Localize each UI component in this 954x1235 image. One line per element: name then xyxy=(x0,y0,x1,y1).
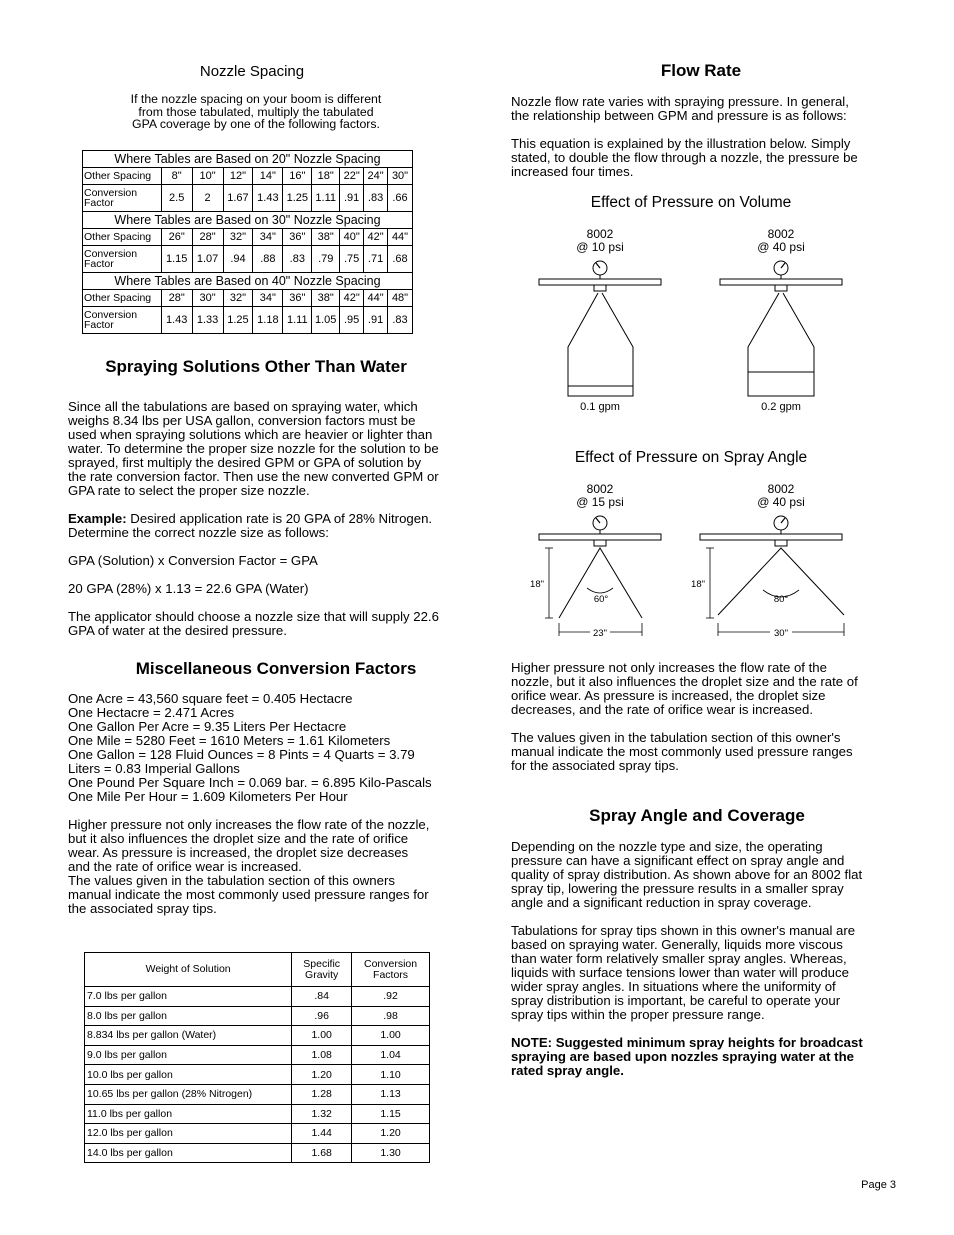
factor-cell: .98 xyxy=(352,1006,430,1026)
factor-cell: .88 xyxy=(253,246,283,273)
spray-pattern xyxy=(559,548,642,618)
page-number: Page 3 xyxy=(861,1179,896,1191)
angle-figure-title: Effect of Pressure on Spray Angle xyxy=(574,449,808,466)
factor-cell: .95 xyxy=(340,307,364,334)
factor-cell: 1.20 xyxy=(352,1124,430,1144)
pressure-volume-diagram xyxy=(520,222,870,422)
gravity-cell: 1.68 xyxy=(292,1143,352,1163)
spacing-cell: 34" xyxy=(253,290,283,307)
spacing-cell: 32" xyxy=(223,290,253,307)
pressure-paragraph: Higher pressure not only increases the flow rate of the nozzle, but it also influences the droplet size and the rate of orifice wear. As pressure is increased, the droplet size decreases, and the rate of orifice wear is increased. xyxy=(511,660,858,717)
table-row xyxy=(85,1104,430,1124)
spacing-cell: 38" xyxy=(312,229,340,246)
tabulations-paragraph: Tabulations for spray tips shown in this owner's manual are based on spraying water. Generally, liquids more viscous than water form relatively smaller spray angles. Whereas, liquids with surface tensions lower than water will produce wider spray angles. In situations where the uniformity of spray distribution is important, be careful to operate your spray tips within the proper pressure range. xyxy=(511,923,856,1022)
row-label-other-spacing: Other Spacing xyxy=(83,229,162,246)
spacing-cell: 28" xyxy=(192,229,223,246)
table-group-header: Where Tables are Based on 30" Nozzle Spacing xyxy=(83,212,413,229)
spacing-cell: 16" xyxy=(283,168,312,185)
factor-cell: 1.33 xyxy=(192,307,223,334)
gravity-cell: .84 xyxy=(292,987,352,1007)
factor-cell: .68 xyxy=(388,246,413,273)
note-paragraph: NOTE: Suggested minimum spray heights for broadcast spraying are based upon nozzles spraying water at the rated spray angle. xyxy=(511,1035,863,1078)
spacing-cell: 32" xyxy=(223,229,253,246)
right-height-label: 18" xyxy=(691,579,705,590)
table-row xyxy=(85,1045,430,1065)
factor-cell: 1.43 xyxy=(161,307,192,334)
weight-cell: 14.0 lbs per gallon xyxy=(85,1143,292,1163)
factor-cell: .91 xyxy=(364,307,388,334)
right-tip-label: 8002 xyxy=(767,482,795,496)
weight-cell: 12.0 lbs per gallon xyxy=(85,1124,292,1144)
table-group-header: Where Tables are Based on 20" Nozzle Spacing xyxy=(83,151,413,168)
example-label: Example: xyxy=(68,511,127,526)
left-flow-label: 0.1 gpm xyxy=(580,401,620,413)
factor-cell: 1.13 xyxy=(352,1084,430,1104)
weight-cell: 8.834 lbs per gallon (Water) xyxy=(85,1026,292,1046)
gravity-cell: 1.20 xyxy=(292,1065,352,1085)
col-header-gravity: Specific Gravity xyxy=(292,953,352,987)
factor-cell: 1.05 xyxy=(312,307,340,334)
factor-cell: 1.25 xyxy=(283,185,312,212)
nozzle-icon xyxy=(775,285,787,291)
factor-cell: 1.18 xyxy=(253,307,283,334)
table-row xyxy=(85,1124,430,1144)
boom-bar xyxy=(539,279,661,285)
pressure-angle-diagram xyxy=(520,478,870,643)
row-label-conversion-factor: Conversion Factor xyxy=(83,307,162,334)
spacing-cell: 8" xyxy=(161,168,192,185)
table-row xyxy=(85,987,430,1007)
weight-cell: 10.0 lbs per gallon xyxy=(85,1065,292,1085)
gravity-cell: 1.00 xyxy=(292,1026,352,1046)
spacing-cell: 28" xyxy=(161,290,192,307)
table-row xyxy=(85,1065,430,1085)
spacing-cell: 14" xyxy=(253,168,283,185)
factor-cell: 1.67 xyxy=(223,185,253,212)
formula: GPA (Solution) x Conversion Factor = GPA xyxy=(68,553,318,568)
factor-cell: 1.11 xyxy=(283,307,312,334)
gravity-cell: 1.28 xyxy=(292,1084,352,1104)
spacing-cell: 44" xyxy=(388,229,413,246)
spraying-paragraph: Since all the tabulations are based on spraying water, which weighs 8.34 lbs per USA gallon, conversion factors must be used when spraying solutions which are heavier or lighter than water. To determine the proper size nozzle for the solution to be sprayed, first multiply the desired GPM or GPA of solution by the rate conversion factor. Then use the new converted GPM or GPA rate to select the proper size nozzle. xyxy=(68,399,439,498)
spacing-cell: 42" xyxy=(364,229,388,246)
factor-cell: .91 xyxy=(340,185,364,212)
nozzle-icon xyxy=(594,540,606,546)
factor-cell: .66 xyxy=(388,185,413,212)
factor-cell: 1.10 xyxy=(352,1065,430,1085)
left-tip-label: 8002 xyxy=(586,227,614,241)
factor-cell: 1.30 xyxy=(352,1143,430,1163)
spacing-cell: 24" xyxy=(364,168,388,185)
conversion-list: One Acre = 43,560 square feet = 0.405 Hectacre One Hectacre = 2.471 Acres One Gallon Per Acre = 9.35 Liters Per Hectacre One Mile = 5280 Feet = 1610 Meters = 1.61 Kilometers One Gallon = 128 Fluid Ounces = 8 Pints = 4 Quarts = 3.79 Liters = 0.83 Imperial Gallons One Pound Per Square Inch = 0.069 bar. = 6.895 Kilo-Pascals One Mile Per Hour = 1.609 Kilometers Per Hour xyxy=(68,691,432,804)
weight-table-wrap xyxy=(84,952,430,1163)
factor-cell: 1.11 xyxy=(312,185,340,212)
spacing-cell: 12" xyxy=(223,168,253,185)
example-paragraph xyxy=(68,512,478,540)
nozzle-spacing-table-wrap xyxy=(82,150,413,334)
spray-pattern xyxy=(748,293,814,396)
factor-cell: .71 xyxy=(364,246,388,273)
boom-bar xyxy=(720,279,842,285)
spacing-cell: 40" xyxy=(340,229,364,246)
factor-cell: 1.15 xyxy=(352,1104,430,1124)
spraying-solutions-heading: Spraying Solutions Other Than Water xyxy=(105,357,407,376)
nozzle-icon xyxy=(775,540,787,546)
row-label-conversion-factor: Conversion Factor xyxy=(83,246,162,273)
calculation: 20 GPA (28%) x 1.13 = 22.6 GPA (Water) xyxy=(68,581,309,596)
right-tip-label: 8002 xyxy=(767,227,795,241)
weight-cell: 9.0 lbs per gallon xyxy=(85,1045,292,1065)
factor-cell: 2.5 xyxy=(161,185,192,212)
table-row xyxy=(85,1006,430,1026)
spacing-cell: 36" xyxy=(283,290,312,307)
left-height-label: 18" xyxy=(530,579,544,590)
boom-bar xyxy=(539,534,661,540)
table-group-header: Where Tables are Based on 40" Nozzle Spacing xyxy=(83,273,413,290)
spray-angle-text xyxy=(511,840,901,1092)
spacing-cell: 44" xyxy=(364,290,388,307)
nozzle-icon xyxy=(594,285,606,291)
spacing-cell: 26" xyxy=(161,229,192,246)
weight-cell: 8.0 lbs per gallon xyxy=(85,1006,292,1026)
row-label-other-spacing: Other Spacing xyxy=(83,168,162,185)
factor-cell: 1.07 xyxy=(192,246,223,273)
row-label-other-spacing: Other Spacing xyxy=(83,290,162,307)
equation-paragraph: This equation is explained by the illustration below. Simply stated, to double the flow through a nozzle, the pressure be increased four times. xyxy=(511,136,858,179)
spacing-cell: 48" xyxy=(388,290,413,307)
left-angle-label: 60° xyxy=(593,594,609,605)
right-width-label: 30" xyxy=(774,628,788,639)
weight-cell: 7.0 lbs per gallon xyxy=(85,987,292,1007)
factor-cell: 1.00 xyxy=(352,1026,430,1046)
spray-angle-heading: Spray Angle and Coverage xyxy=(589,806,805,825)
spacing-cell: 36" xyxy=(283,229,312,246)
spacing-cell: 42" xyxy=(340,290,364,307)
left-tip-label: 8002 xyxy=(586,482,614,496)
pressure-paragraph: Higher pressure not only increases the flow rate of the nozzle, but it also influences the droplet size and the rate of orifice wear. As pressure is increased, the droplet size decreases and the rate of orifice wear is increased. The values given in the tabulation section of this owners manual indicate the most commonly used pressure ranges for the associated spray tips. xyxy=(68,817,430,916)
spacing-cell: 18" xyxy=(312,168,340,185)
spacing-cell: 38" xyxy=(312,290,340,307)
boom-bar xyxy=(700,534,842,540)
factor-cell: 1.25 xyxy=(223,307,253,334)
factor-cell: 1.15 xyxy=(161,246,192,273)
left-pressure-label: @ 15 psi xyxy=(576,495,624,509)
spacing-cell: 10" xyxy=(192,168,223,185)
right-flow-label: 0.2 gpm xyxy=(761,401,801,413)
conclusion-paragraph: The applicator should choose a nozzle size that will supply 22.6 GPA of water at the desired pressure. xyxy=(68,609,439,638)
nozzle-spacing-intro: If the nozzle spacing on your boom is different from those tabulated, multiply the tabulated GPA coverage by one of the following factors. xyxy=(130,92,382,131)
gravity-cell: 1.08 xyxy=(292,1045,352,1065)
table-row xyxy=(85,1026,430,1046)
table-row xyxy=(85,1084,430,1104)
gravity-cell: 1.44 xyxy=(292,1124,352,1144)
factor-cell: .75 xyxy=(340,246,364,273)
factor-cell: 1.43 xyxy=(253,185,283,212)
weight-of-solution-table xyxy=(84,952,430,1163)
spraying-solutions-text xyxy=(68,400,478,652)
left-width-label: 23" xyxy=(593,628,607,639)
row-label-conversion-factor: Conversion Factor xyxy=(83,185,162,212)
right-pressure-label: @ 40 psi xyxy=(757,495,805,509)
nozzle-spacing-title: Nozzle Spacing xyxy=(199,63,305,80)
flow-rate-heading: Flow Rate xyxy=(660,61,742,80)
nozzle-spacing-table xyxy=(82,150,413,334)
pressure-effects-text xyxy=(511,661,901,787)
factor-cell: 2 xyxy=(192,185,223,212)
misc-conversion-heading: Miscellaneous Conversion Factors xyxy=(135,659,417,678)
factor-cell: .83 xyxy=(283,246,312,273)
factor-cell: .92 xyxy=(352,987,430,1007)
pressure-ranges-paragraph: The values given in the tabulation section of this owner's manual indicate the most commonly used pressure ranges for the associated spray tips. xyxy=(511,730,853,773)
left-pressure-label: @ 10 psi xyxy=(576,240,624,254)
col-header-weight: Weight of Solution xyxy=(85,953,292,987)
flow-rate-text xyxy=(511,95,901,193)
right-angle-label: 80° xyxy=(773,594,789,605)
spacing-cell: 34" xyxy=(253,229,283,246)
gravity-cell: .96 xyxy=(292,1006,352,1026)
spacing-cell: 22" xyxy=(340,168,364,185)
factor-cell: .83 xyxy=(364,185,388,212)
spacing-cell: 30" xyxy=(388,168,413,185)
weight-cell: 10.65 lbs per gallon (28% Nitrogen) xyxy=(85,1084,292,1104)
table-row xyxy=(85,1143,430,1163)
factor-cell: .83 xyxy=(388,307,413,334)
spacing-cell: 30" xyxy=(192,290,223,307)
volume-figure-title: Effect of Pressure on Volume xyxy=(590,194,792,211)
weight-cell: 11.0 lbs per gallon xyxy=(85,1104,292,1124)
right-pressure-label: @ 40 psi xyxy=(757,240,805,254)
misc-conversion-text xyxy=(68,692,478,930)
spray-angle-paragraph: Depending on the nozzle type and size, the operating pressure can have a significant effect on spray angle and quality of spray distribution. As shown above for an 8002 flat spray tip, lowering the pressure results in a smaller spray angle and a significant reduction in spray coverage. xyxy=(511,839,863,910)
gravity-cell: 1.32 xyxy=(292,1104,352,1124)
flow-rate-paragraph: Nozzle flow rate varies with spraying pressure. In general, the relationship between GPM and pressure is as follows: xyxy=(511,94,849,123)
factor-cell: .79 xyxy=(312,246,340,273)
factor-cell: .94 xyxy=(223,246,253,273)
col-header-factors: Conversion Factors xyxy=(352,953,430,987)
example-text: Desired application rate is 20 GPA of 28% Nitrogen. Determine the correct nozzle size as follows: xyxy=(68,511,433,540)
factor-cell: 1.04 xyxy=(352,1045,430,1065)
spray-pattern xyxy=(568,293,633,396)
